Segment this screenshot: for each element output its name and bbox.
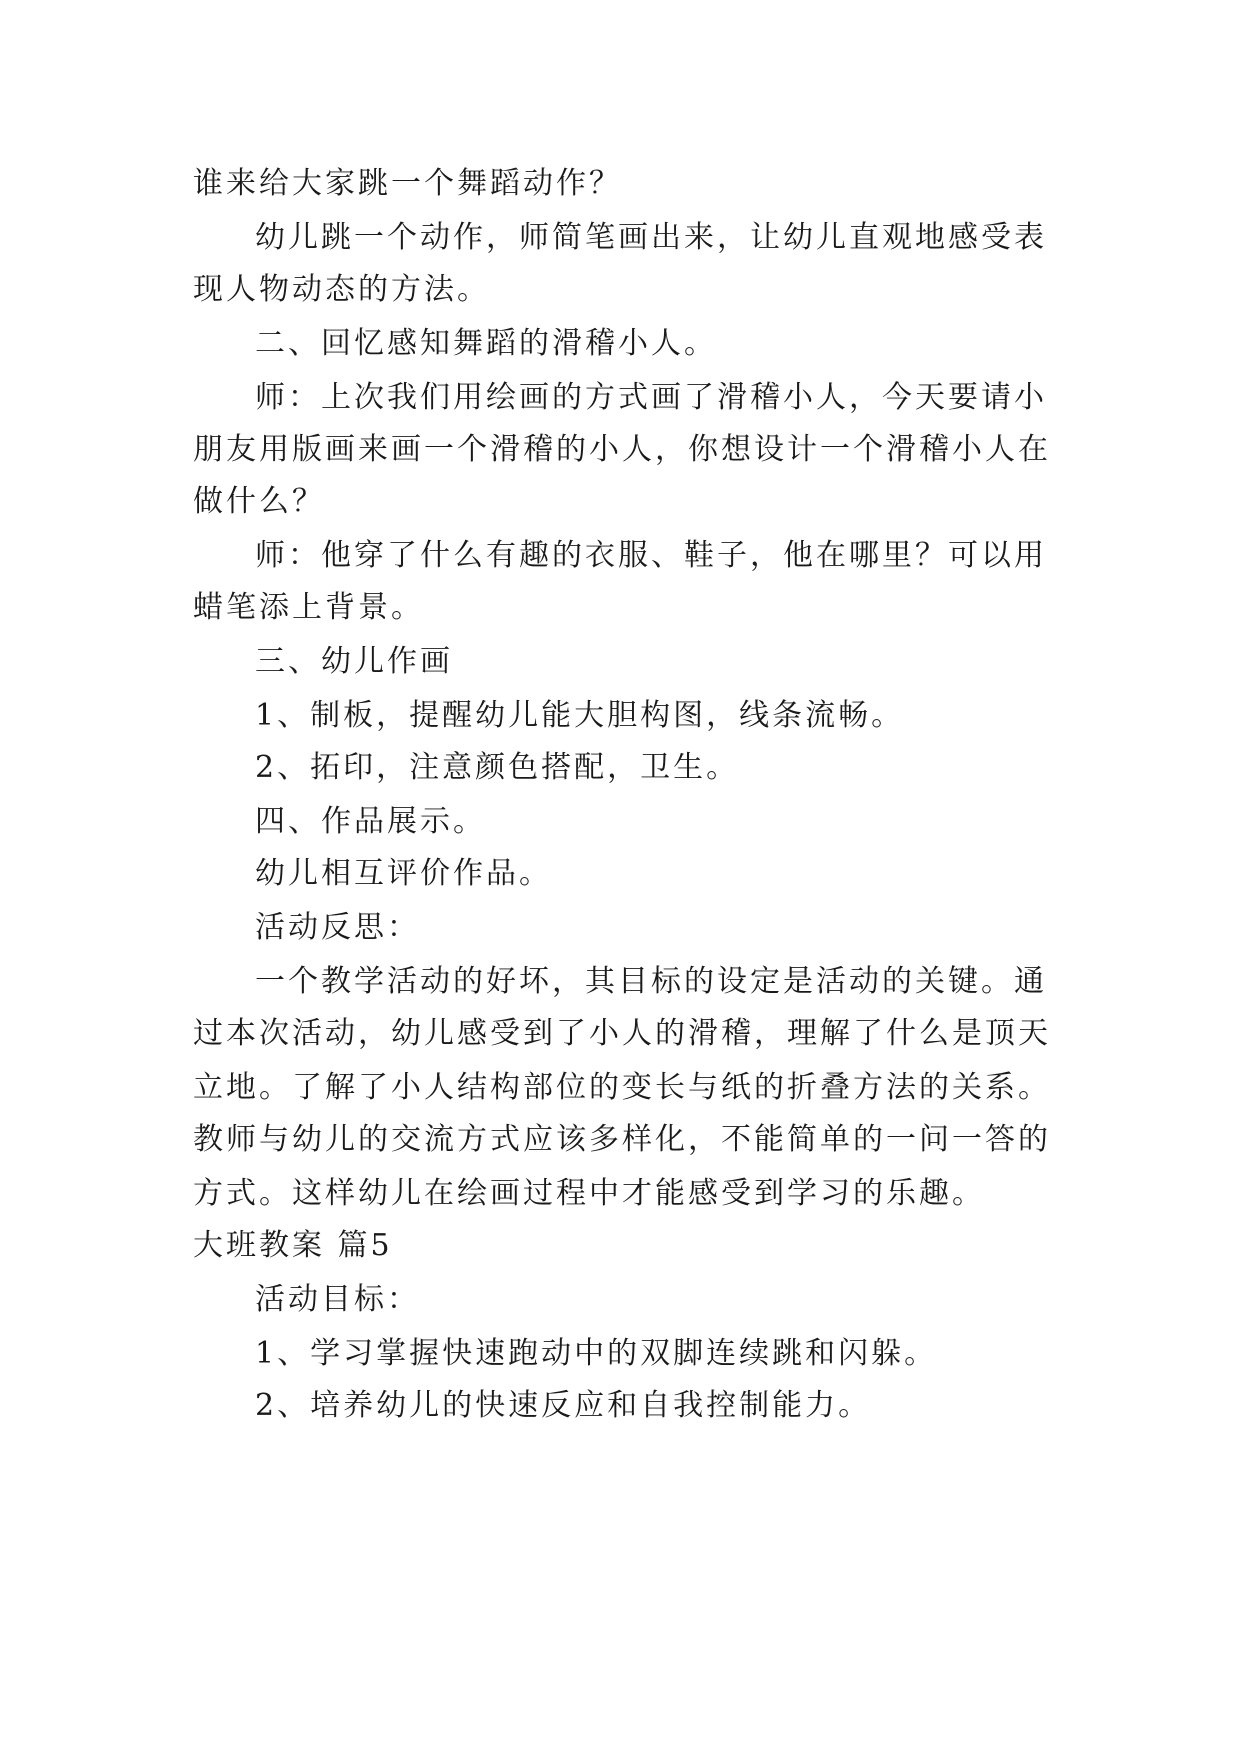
text-line: 做什么？ bbox=[193, 484, 325, 519]
text-line: 谁来给大家跳一个舞蹈动作？ bbox=[193, 166, 622, 201]
list-item: 1、制板，提醒幼儿能大胆构图，线条流畅。 bbox=[255, 698, 905, 733]
list-item: 2、拓印，注意颜色搭配，卫生。 bbox=[255, 750, 740, 785]
lesson-title: 大班教案 篇5 bbox=[193, 1228, 393, 1263]
paragraph-line: 幼儿相互评价作品。 bbox=[255, 856, 552, 891]
text-line: 立地。了解了小人结构部位的变长与纸的折叠方法的关系。 bbox=[193, 1070, 1051, 1105]
paragraph-line: 一个教学活动的好坏，其目标的设定是活动的关键。通 bbox=[255, 964, 1047, 999]
list-item: 1、学习掌握快速跑动中的双脚连续跳和闪躲。 bbox=[255, 1336, 938, 1371]
text-line: 现人物动态的方法。 bbox=[193, 272, 490, 307]
paragraph-line: 师：他穿了什么有趣的衣服、鞋子，他在哪里？可以用 bbox=[255, 538, 1047, 573]
section-heading: 活动目标： bbox=[255, 1282, 420, 1317]
section-heading: 二、回忆感知舞蹈的滑稽小人。 bbox=[255, 326, 717, 361]
section-heading: 三、幼儿作画 bbox=[255, 644, 453, 679]
section-heading: 活动反思： bbox=[255, 910, 420, 945]
list-item: 2、培养幼儿的快速反应和自我控制能力。 bbox=[255, 1388, 872, 1423]
text-line: 朋友用版画来画一个滑稽的小人，你想设计一个滑稽小人在 bbox=[193, 432, 1051, 467]
paragraph-line: 师：上次我们用绘画的方式画了滑稽小人，今天要请小 bbox=[255, 380, 1047, 415]
text-line: 教师与幼儿的交流方式应该多样化，不能简单的一问一答的 bbox=[193, 1122, 1051, 1157]
paragraph-line: 幼儿跳一个动作，师简笔画出来，让幼儿直观地感受表 bbox=[255, 220, 1047, 255]
text-line: 方式。这样幼儿在绘画过程中才能感受到学习的乐趣。 bbox=[193, 1176, 985, 1211]
section-heading: 四、作品展示。 bbox=[255, 804, 486, 839]
text-line: 过本次活动，幼儿感受到了小人的滑稽，理解了什么是顶天 bbox=[193, 1016, 1051, 1051]
text-line: 蜡笔添上背景。 bbox=[193, 590, 424, 625]
